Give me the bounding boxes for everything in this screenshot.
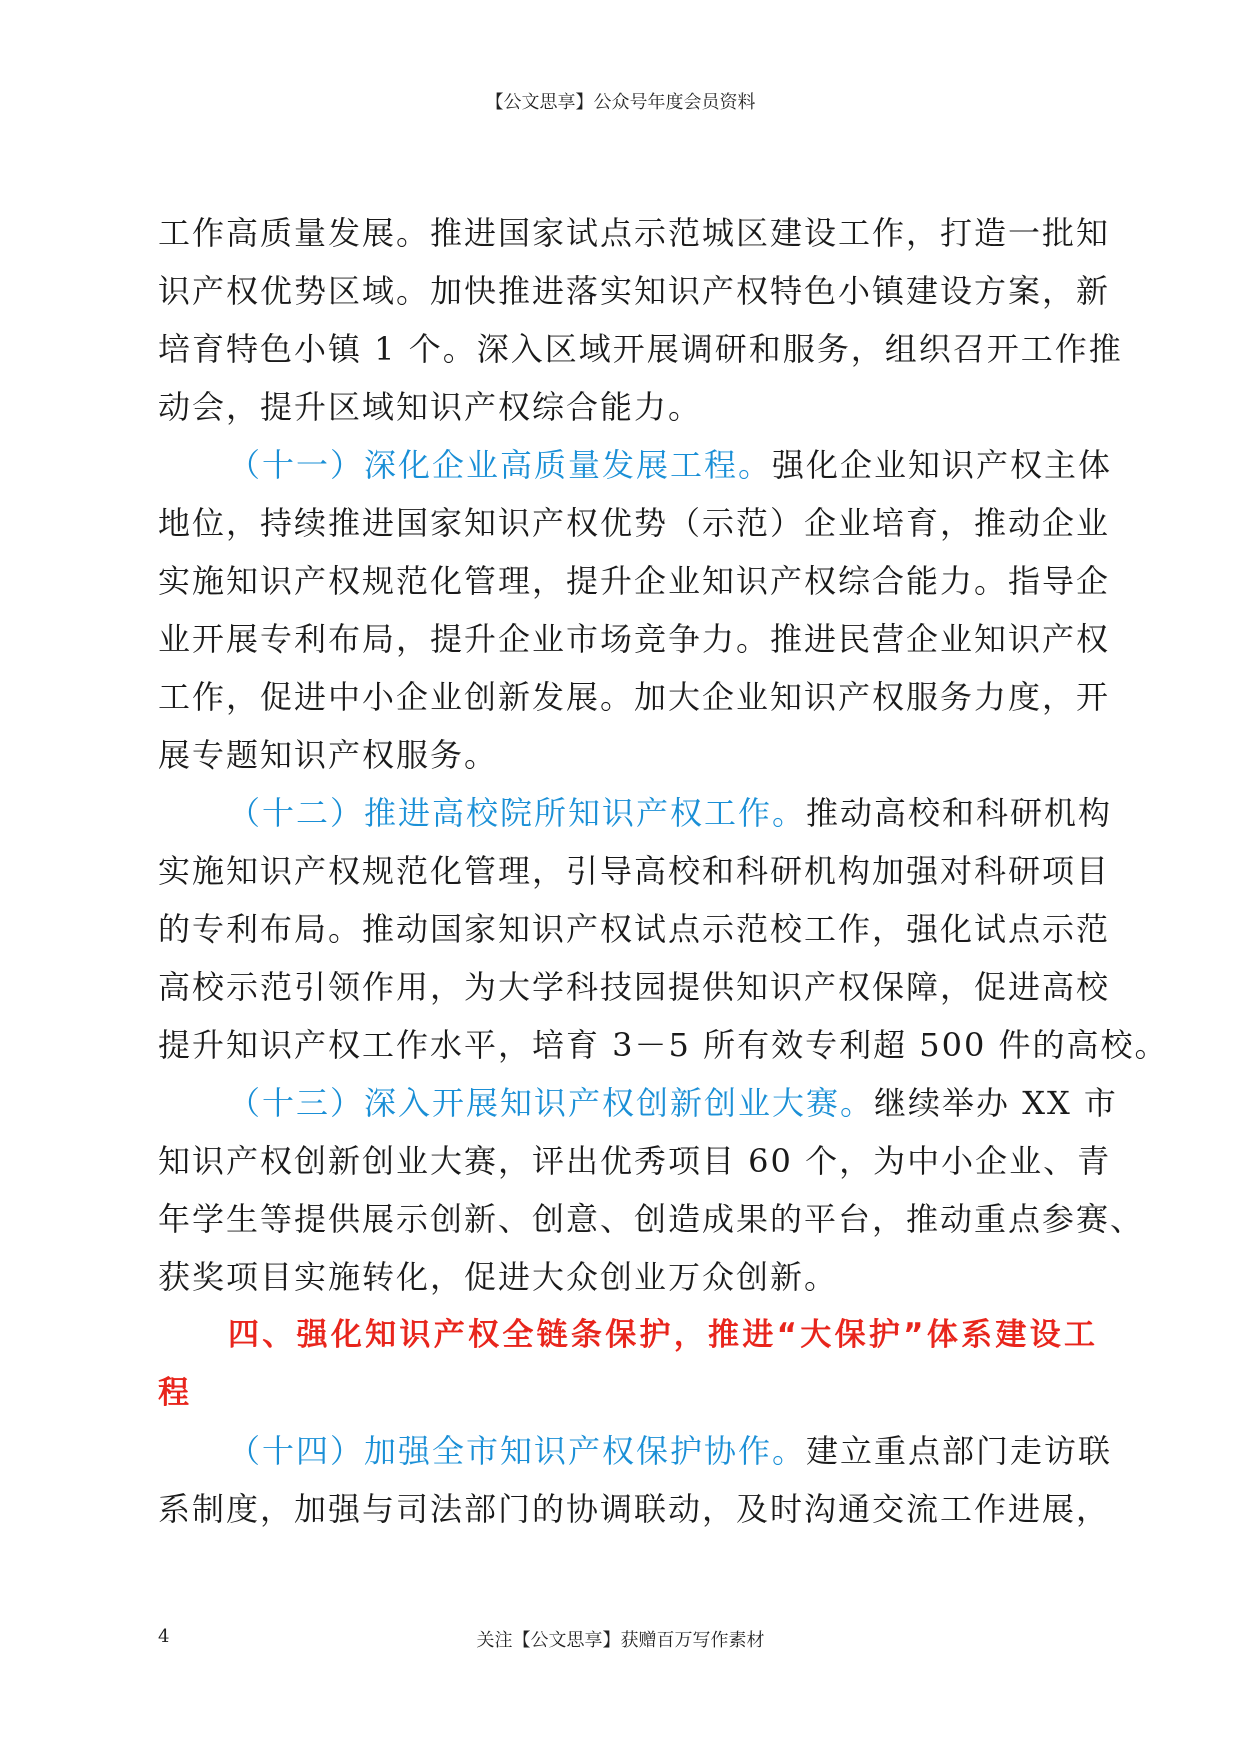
body-line: 知识产权创新创业大赛，评出优秀项目 60 个，为中小企业、青 [158, 1142, 1112, 1180]
body-line: 系制度，加强与司法部门的协调联动，及时沟通交流工作进展， [158, 1490, 1111, 1528]
body-line: 工作，促进中小企业创新发展。加大企业知识产权服务力度，开 [158, 678, 1111, 716]
body-line: 实施知识产权规范化管理，提升企业知识产权综合能力。指导企 [158, 562, 1111, 600]
section-heading: 四、强化知识产权全链条保护，推进“大保护”体系建设工 [228, 1317, 1096, 1353]
subheading-line: （十三）深入开展知识产权创新创业大赛。继续举办 XX 市 [228, 1084, 1118, 1122]
page-header: 【公文思享】公众号年度会员资料 [485, 92, 756, 113]
subheading-line: （十二）推进高校院所知识产权工作。推动高校和科研机构 [228, 794, 1113, 832]
subheading-line: （十四）加强全市知识产权保护协作。建立重点部门走访联 [228, 1432, 1113, 1470]
document-body [158, 204, 1169, 1538]
body-line: 提升知识产权工作水平，培育 3－5 所有效专利超 500 件的高校。 [158, 1026, 1169, 1064]
page-number: 4 [158, 1626, 170, 1647]
subheading: （十四）加强全市知识产权保护协作。 [228, 1432, 807, 1470]
section-heading-cont: 程 [158, 1375, 190, 1411]
body-line: 培育特色小镇 1 个。深入区域开展调研和服务，组织召开工作推 [158, 330, 1123, 368]
subheading-line: （十一）深化企业高质量发展工程。强化企业知识产权主体 [228, 446, 1113, 484]
body-line: 动会，提升区域知识产权综合能力。 [158, 388, 703, 426]
body-line: 识产权优势区域。加快推进落实知识产权特色小镇建设方案，新 [158, 272, 1111, 310]
subheading: （十一）深化企业高质量发展工程。 [228, 446, 773, 484]
body-line: 业开展专利布局，提升企业市场竞争力。推进民营企业知识产权 [158, 620, 1111, 658]
body-line: 地位，持续推进国家知识产权优势（示范）企业培育，推动企业 [158, 504, 1111, 542]
page-footer: 关注【公文思享】获赠百万写作素材 [476, 1630, 765, 1651]
body-line: 实施知识产权规范化管理，引导高校和科研机构加强对科研项目 [158, 852, 1111, 890]
subheading: （十二）推进高校院所知识产权工作。 [228, 794, 807, 832]
body-line: 工作高质量发展。推进国家试点示范城区建设工作，打造一批知 [158, 214, 1111, 252]
body-line: 高校示范引领作用，为大学科技园提供知识产权保障，促进高校 [158, 968, 1111, 1006]
subheading: （十三）深入开展知识产权创新创业大赛。 [228, 1084, 875, 1122]
body-line: 展专题知识产权服务。 [158, 736, 499, 774]
body-line: 年学生等提供展示创新、创意、创造成果的平台，推动重点参赛、 [158, 1200, 1145, 1238]
body-line: 的专利布局。推动国家知识产权试点示范校工作，强化试点示范 [158, 910, 1111, 948]
body-line: 获奖项目实施转化，促进大众创业万众创新。 [158, 1258, 839, 1296]
